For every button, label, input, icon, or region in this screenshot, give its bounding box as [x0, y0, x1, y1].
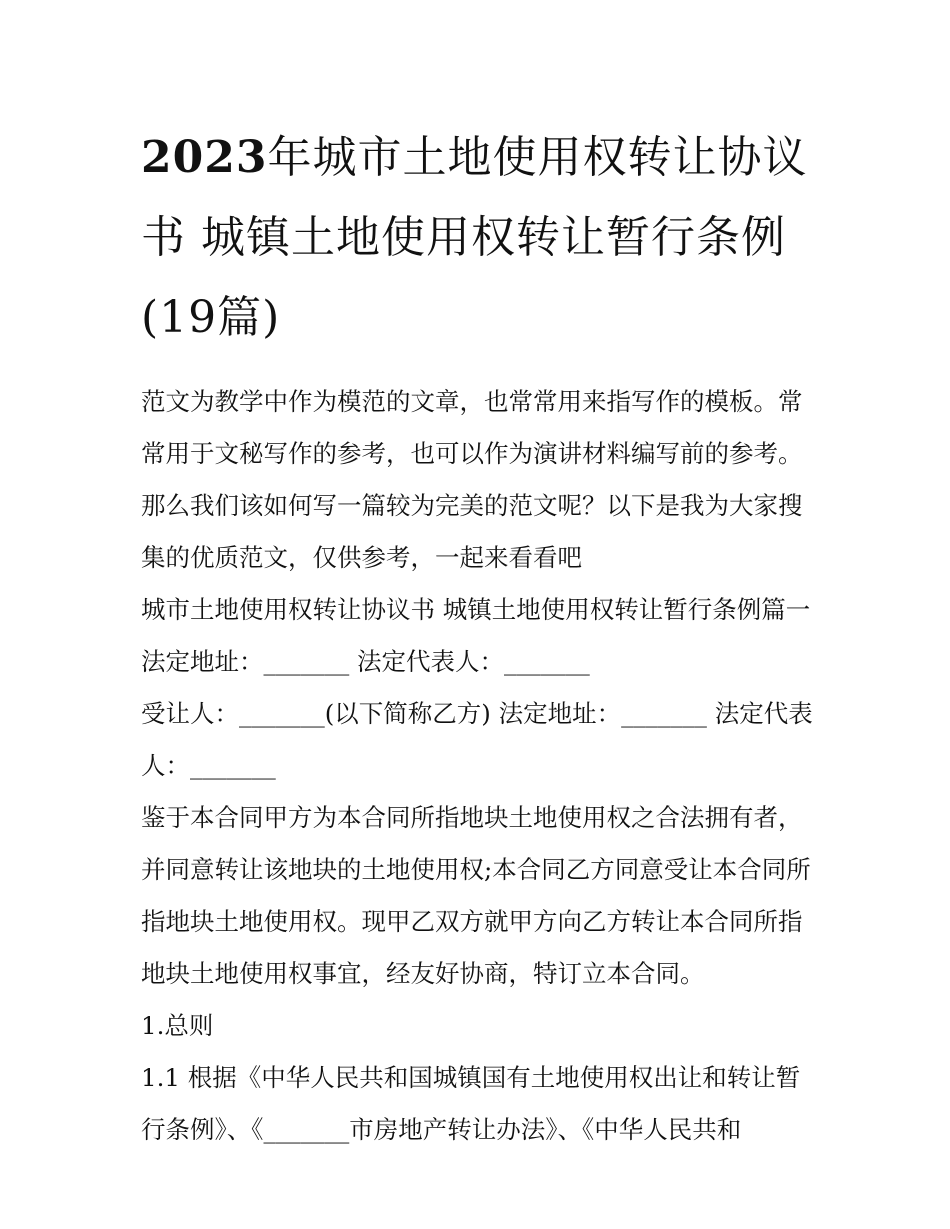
document-title: [141, 118, 813, 358]
clause-paragraph: 1.1 根据《中华人民共和国城镇国有土地使用权出让和转让暂行条例》、《_______市房地产转让办法》、《中华人民共和: [141, 1063, 801, 1144]
section-heading: 1.总则: [141, 1011, 214, 1040]
title-text: 年城市土地使用权转让协议书 城镇土地使用权转让暂行条例(19篇): [141, 132, 808, 343]
transferee-paragraph: 受让人：_______(以下简称乙方) 法定地址：_______ 法定代表人：_______: [141, 699, 813, 780]
intro-paragraph: 范文为教学中作为模范的文章，也常常用来指写作的模板。常常用于文秘写作的参考，也可以作为演讲材料编写前的参考。那么我们该如何写一篇较为完美的范文呢？以下是我为大家搜集的优质范文，仅供参考，一起来看看吧: [141, 387, 803, 572]
contract-heading-paragraph: 城市土地使用权转让协议书 城镇土地使用权转让暂行条例篇一 法定地址：_______ 法定代表人：_______: [141, 595, 811, 676]
document-body: [141, 118, 813, 1156]
preamble-paragraph: 鉴于本合同甲方为本合同所指地块土地使用权之合法拥有者，并同意转让该地块的土地使用权;本合同乙方同意受让本合同所指地块土地使用权。现甲乙双方就甲方向乙方转让本合同所指地块土地使用权事宜，经友好协商，特订立本合同。: [141, 803, 811, 988]
title-year: 2023: [141, 132, 268, 183]
